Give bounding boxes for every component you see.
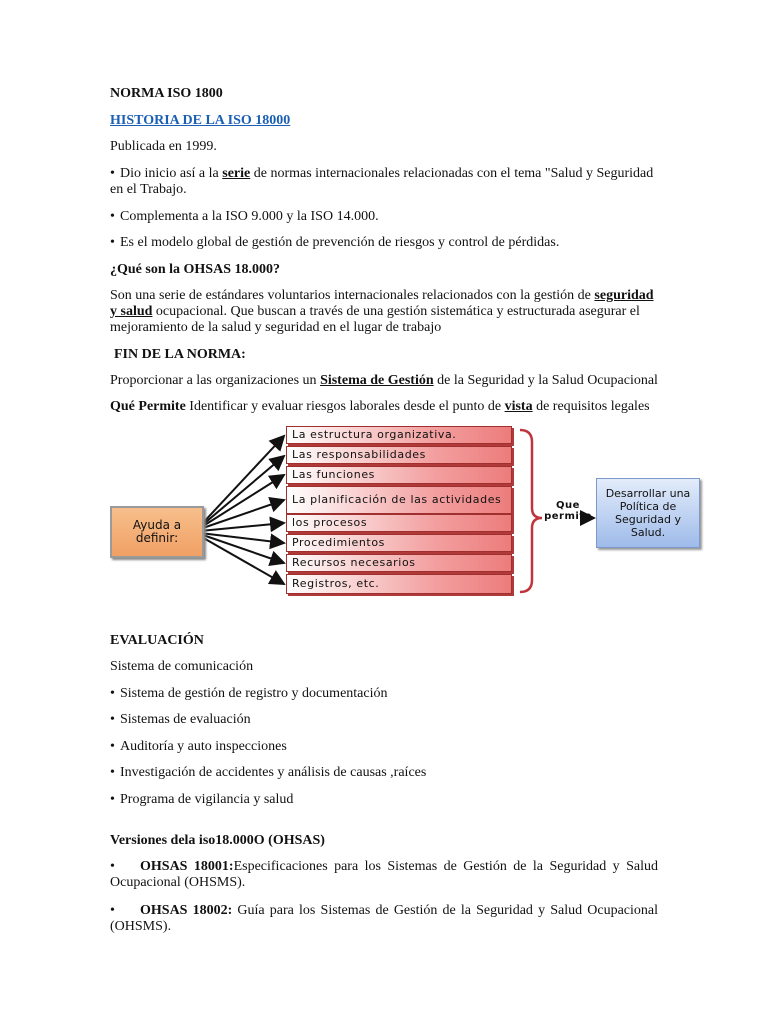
diagram-item: Las responsabilidades xyxy=(286,446,512,464)
arrow-8 xyxy=(200,536,284,584)
right-bracket xyxy=(520,430,542,592)
evaluacion-item: • Programa de vigilancia y salud xyxy=(110,792,294,807)
version-item-18002: • OHSAS 18002: Guía para los Sistemas de Gestión de la Seguridad y Salud Ocupacional (OHSMS). xyxy=(110,903,659,934)
que-permite-label: Que permite xyxy=(544,500,592,522)
versiones-heading: Versiones dela iso18.000O (OHSAS) xyxy=(110,833,325,848)
bullet: • xyxy=(110,235,115,250)
bullet: • xyxy=(110,209,115,224)
bullet: • xyxy=(110,903,115,918)
ohsas-question-heading: ¿Qué son la OHSAS 18.000? xyxy=(110,262,280,277)
evaluacion-heading: EVALUACIÓN xyxy=(110,633,204,648)
diagram-item: Recursos necesarios xyxy=(286,554,512,572)
diagram-item: Procedimientos xyxy=(286,534,512,552)
permite-text: Qué Permite Identificar y evaluar riesgos laborales desde el punto de vista de requisitos legales xyxy=(110,399,650,414)
history-item-modelo: • Es el modelo global de gestión de prevención de riesgos y control de pérdidas. xyxy=(110,235,560,250)
diagram-item: La estructura organizativa. xyxy=(286,426,512,444)
diagram-item: los procesos xyxy=(286,514,512,532)
evaluacion-item: • Auditoría y auto inspecciones xyxy=(110,739,287,754)
bullet: • xyxy=(110,739,115,754)
version-item-18001: • OHSAS 18001:Especificaciones para los Sistemas de Gestión de la Seguridad y Salud Ocupacional (OHSMS). xyxy=(110,859,659,890)
ohsas-answer-paragraph: Son una serie de estándares voluntarios internacionales relacionados con la gestión de seguridad y salud ocupacional. Que buscan a través de una gestión sistemática y estructurada asegurar el mejoramiento de la salud y seguridad en el lugar de trabajo xyxy=(110,288,654,335)
policy-box: Desarrollar una Política de Seguridad y Salud. xyxy=(596,478,700,548)
diagram-item: La planificación de las actividades xyxy=(286,486,512,514)
bullet: • xyxy=(110,792,115,807)
history-item-complementa: • Complementa a la ISO 9.000 y la ISO 14.000. xyxy=(110,209,379,224)
arrow-3 xyxy=(200,475,284,528)
history-item-serie: • Dio inicio así a la serie de normas internacionales relacionadas con el tema "Salud y Seguridad en el Trabajo. xyxy=(110,166,654,197)
evaluacion-intro: Sistema de comunicación xyxy=(110,659,254,674)
bullet: • xyxy=(110,859,115,874)
fin-heading: FIN DE LA NORMA: xyxy=(114,347,246,362)
ohsas-diagram xyxy=(108,420,718,600)
bullet: • xyxy=(110,166,115,181)
bullet: • xyxy=(110,712,115,727)
history-heading-link[interactable]: HISTORIA DE LA ISO 18000 xyxy=(110,113,291,128)
bullet: • xyxy=(110,765,115,780)
ayuda-a-definir-box: Ayuda a definir: xyxy=(110,506,204,558)
diagram-item: Registros, etc. xyxy=(286,574,512,594)
document-title: NORMA ISO 1800 xyxy=(110,86,223,101)
fin-text: Proporcionar a las organizaciones un Sistema de Gestión de la Seguridad y la Salud Ocupacional xyxy=(110,373,658,388)
published-date: Publicada en 1999. xyxy=(110,139,217,154)
arrow-2 xyxy=(200,456,284,527)
diagram-item: Las funciones xyxy=(286,466,512,484)
evaluacion-item: • Sistemas de evaluación xyxy=(110,712,251,727)
evaluacion-item: • Sistema de gestión de registro y documentación xyxy=(110,686,388,701)
bullet: • xyxy=(110,686,115,701)
evaluacion-item: • Investigación de accidentes y análisis de causas ,raíces xyxy=(110,765,427,780)
arrow-1 xyxy=(200,436,284,526)
